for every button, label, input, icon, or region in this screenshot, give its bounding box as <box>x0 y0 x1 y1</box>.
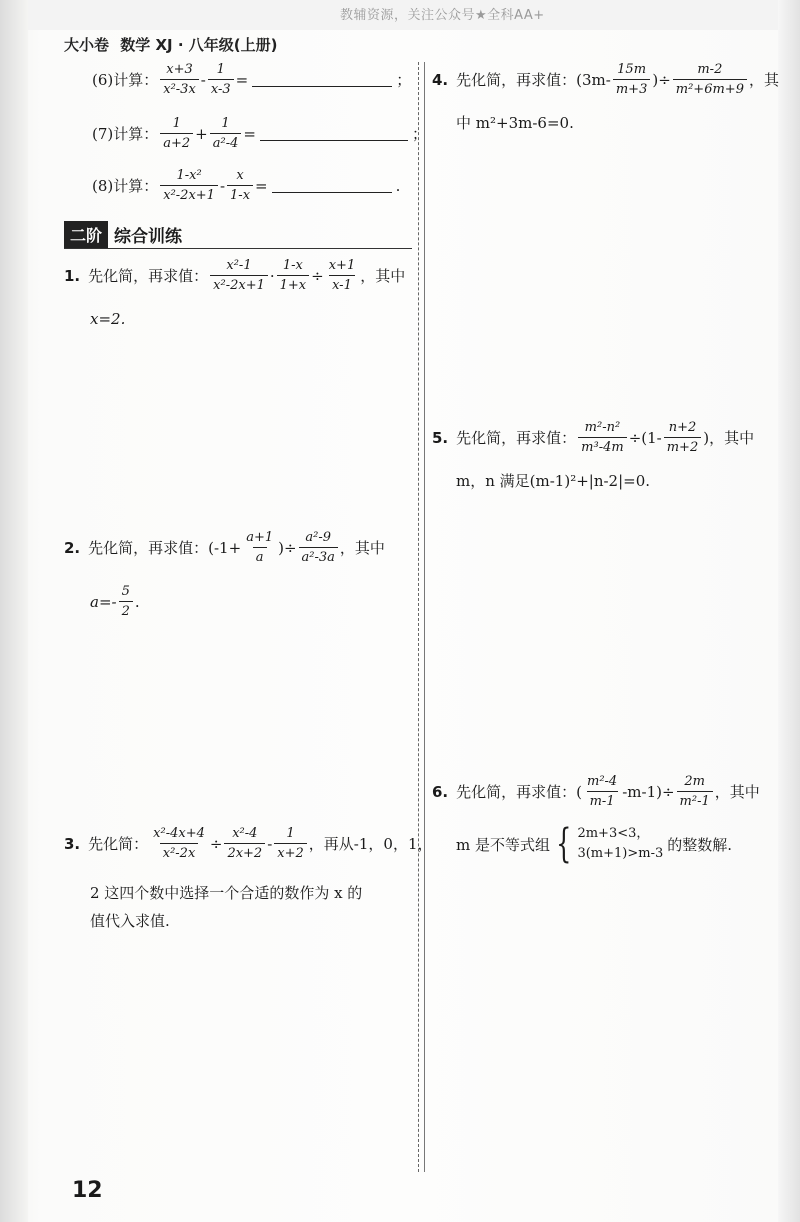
question-1 <box>64 258 405 293</box>
operator: ÷ <box>311 266 324 285</box>
numerator: a²-9 <box>305 530 332 545</box>
question-text: 先化简： <box>88 835 149 853</box>
denominator: 1-x <box>227 185 253 203</box>
equals-sign: = <box>243 124 256 143</box>
numerator: 1 <box>172 116 181 131</box>
question-6 <box>432 774 760 809</box>
fill-item-6 <box>92 62 411 97</box>
question-number: 2. <box>64 538 81 557</box>
item-label: (8)计算： <box>92 177 159 195</box>
denominator: 2x+2 <box>224 843 265 861</box>
equals-sign: = <box>255 176 268 195</box>
question-text: ，其中 <box>714 783 760 801</box>
numerator: x²-4x+4 <box>153 826 205 841</box>
section-tag: 二阶 <box>64 221 108 248</box>
fill-item-8 <box>92 168 400 203</box>
denominator: a <box>253 547 267 565</box>
question-text: ÷(1- <box>628 428 662 447</box>
subject-label: 数学 XJ · 八年级(上册) <box>120 36 278 54</box>
question-number: 3. <box>64 834 81 853</box>
denominator: m+2 <box>664 437 702 455</box>
section-title: 综合训练 <box>114 227 183 247</box>
denominator: 1+x <box>277 275 310 293</box>
numerator: 1 <box>221 116 230 131</box>
end-mark: ； <box>396 71 412 89</box>
numerator: a+1 <box>246 530 274 545</box>
denominator: x+2 <box>274 843 307 861</box>
numerator: n+2 <box>668 420 697 435</box>
brand-name: 大小卷 <box>64 36 110 54</box>
fraction <box>584 774 620 809</box>
fraction <box>160 168 218 203</box>
question-number: 4. <box>432 70 449 89</box>
numerator: x+1 <box>328 258 356 273</box>
end-mark: ； <box>411 125 427 143</box>
question-text: ，其中 <box>339 539 385 557</box>
equals-sign: = <box>235 70 249 89</box>
fraction <box>227 168 253 203</box>
question-3 <box>64 826 433 861</box>
q3-line-3: 值代入求值. <box>90 912 170 930</box>
q2-condition <box>90 584 140 619</box>
numerator: 15m <box>617 62 647 77</box>
denominator: m²+6m+9 <box>673 79 747 97</box>
denominator: m+3 <box>613 79 651 97</box>
question-text: 先化简，再求值：( <box>456 783 582 801</box>
numerator: m-2 <box>697 62 723 77</box>
inequality-2: 3(m+1)>m-3 <box>577 846 664 861</box>
fraction <box>208 62 234 97</box>
denominator: a²-4 <box>210 133 242 151</box>
condition-text: 的整数解. <box>667 835 733 854</box>
fraction <box>664 420 702 455</box>
question-number: 5. <box>432 428 449 447</box>
q5-condition: m，n 满足(m-1)²+|n-2|=0. <box>456 472 651 490</box>
denominator: 2 <box>119 601 133 619</box>
numerator: 1 <box>216 62 225 77</box>
denominator: x²-3x <box>160 79 199 97</box>
fraction <box>160 116 193 151</box>
inequality-1: 2m+3<3， <box>577 826 650 841</box>
fraction <box>299 530 338 565</box>
question-text: ，其 <box>748 71 779 89</box>
question-5 <box>432 420 754 455</box>
numerator: 1-x <box>282 258 303 273</box>
question-number: 1. <box>64 266 81 285</box>
column-divider <box>424 62 425 1172</box>
numerator: 2m <box>684 774 705 789</box>
denominator: a²-3a <box>299 547 338 565</box>
fraction <box>274 826 307 861</box>
fraction <box>119 584 133 619</box>
fraction <box>210 116 242 151</box>
brace-icon: { <box>556 821 572 867</box>
answer-blank[interactable] <box>260 126 408 141</box>
question-text: )，其中 <box>703 429 755 447</box>
numerator: x²-4 <box>232 826 258 841</box>
condition-text: a=- <box>90 592 117 611</box>
condition-text: m 是不等式组 <box>456 835 550 854</box>
denominator: m-1 <box>587 791 618 809</box>
fraction <box>243 530 276 565</box>
page-edge-curl <box>778 0 800 1222</box>
numerator: x²-1 <box>226 258 252 273</box>
fraction <box>677 774 713 809</box>
fill-item-7 <box>92 116 427 151</box>
question-text: ，再从-1，0，1， <box>308 835 433 853</box>
denominator: x-1 <box>329 275 355 293</box>
page-number: 12 <box>72 1178 103 1203</box>
operator: - <box>219 176 226 195</box>
question-2 <box>64 530 385 565</box>
denominator: x²-2x+1 <box>160 185 218 203</box>
inequality-system <box>577 824 663 864</box>
section-header <box>64 222 412 249</box>
fraction <box>160 62 199 97</box>
page-binding-shadow <box>0 0 28 1222</box>
fraction <box>578 420 627 455</box>
fraction <box>210 258 268 293</box>
question-text: ，其中 <box>360 267 406 285</box>
operator: · <box>269 266 275 285</box>
q4-condition: 中 m²+3m-6=0. <box>456 114 574 132</box>
numerator: 5 <box>121 584 130 599</box>
q6-condition <box>456 821 733 867</box>
end-mark: . <box>395 176 401 195</box>
question-text: )÷ <box>652 70 671 89</box>
question-text: )÷ <box>278 538 297 557</box>
fraction <box>613 62 651 97</box>
fraction <box>150 826 208 861</box>
question-4 <box>432 62 779 97</box>
numerator: m²-n² <box>584 420 621 435</box>
q3-line-2: 2 这四个数中选择一个合适的数作为 x 的 <box>90 884 363 902</box>
operator: - <box>267 834 273 853</box>
operator: ÷ <box>209 834 223 853</box>
answer-blank[interactable] <box>272 178 392 193</box>
operator: + <box>195 124 208 143</box>
numerator: x <box>236 168 244 183</box>
numerator: 1-x² <box>176 168 202 183</box>
denominator: x-3 <box>208 79 234 97</box>
denominator: x²-2x+1 <box>210 275 268 293</box>
denominator: a+2 <box>160 133 193 151</box>
denominator: x²-2x <box>160 843 199 861</box>
numerator: 1 <box>286 826 295 841</box>
q1-condition: x=2. <box>90 310 126 328</box>
watermark: 教辅资源，关注公众号★全科AA+ <box>340 8 545 23</box>
denominator: m²-1 <box>677 791 713 809</box>
item-label: (6)计算： <box>92 71 159 89</box>
page-header <box>64 34 283 55</box>
question-number: 6. <box>432 782 449 801</box>
operator: - <box>200 70 206 89</box>
fraction <box>673 62 747 97</box>
numerator: m²-4 <box>587 774 618 789</box>
denominator: m³-4m <box>578 437 627 455</box>
answer-blank[interactable] <box>252 72 392 87</box>
question-text: 先化简，再求值： <box>88 267 209 285</box>
item-label: (7)计算： <box>92 125 159 143</box>
fraction <box>326 258 359 293</box>
column-divider-dashed <box>418 62 419 1172</box>
fraction <box>224 826 265 861</box>
question-text: 先化简，再求值：(3m- <box>456 71 611 89</box>
question-text: 先化简，再求值：(-1+ <box>88 539 242 557</box>
question-text: -m-1)÷ <box>622 782 675 801</box>
fraction <box>277 258 310 293</box>
condition-text: . <box>134 592 140 611</box>
numerator: x+3 <box>166 62 193 77</box>
question-text: 先化简，再求值： <box>456 429 577 447</box>
